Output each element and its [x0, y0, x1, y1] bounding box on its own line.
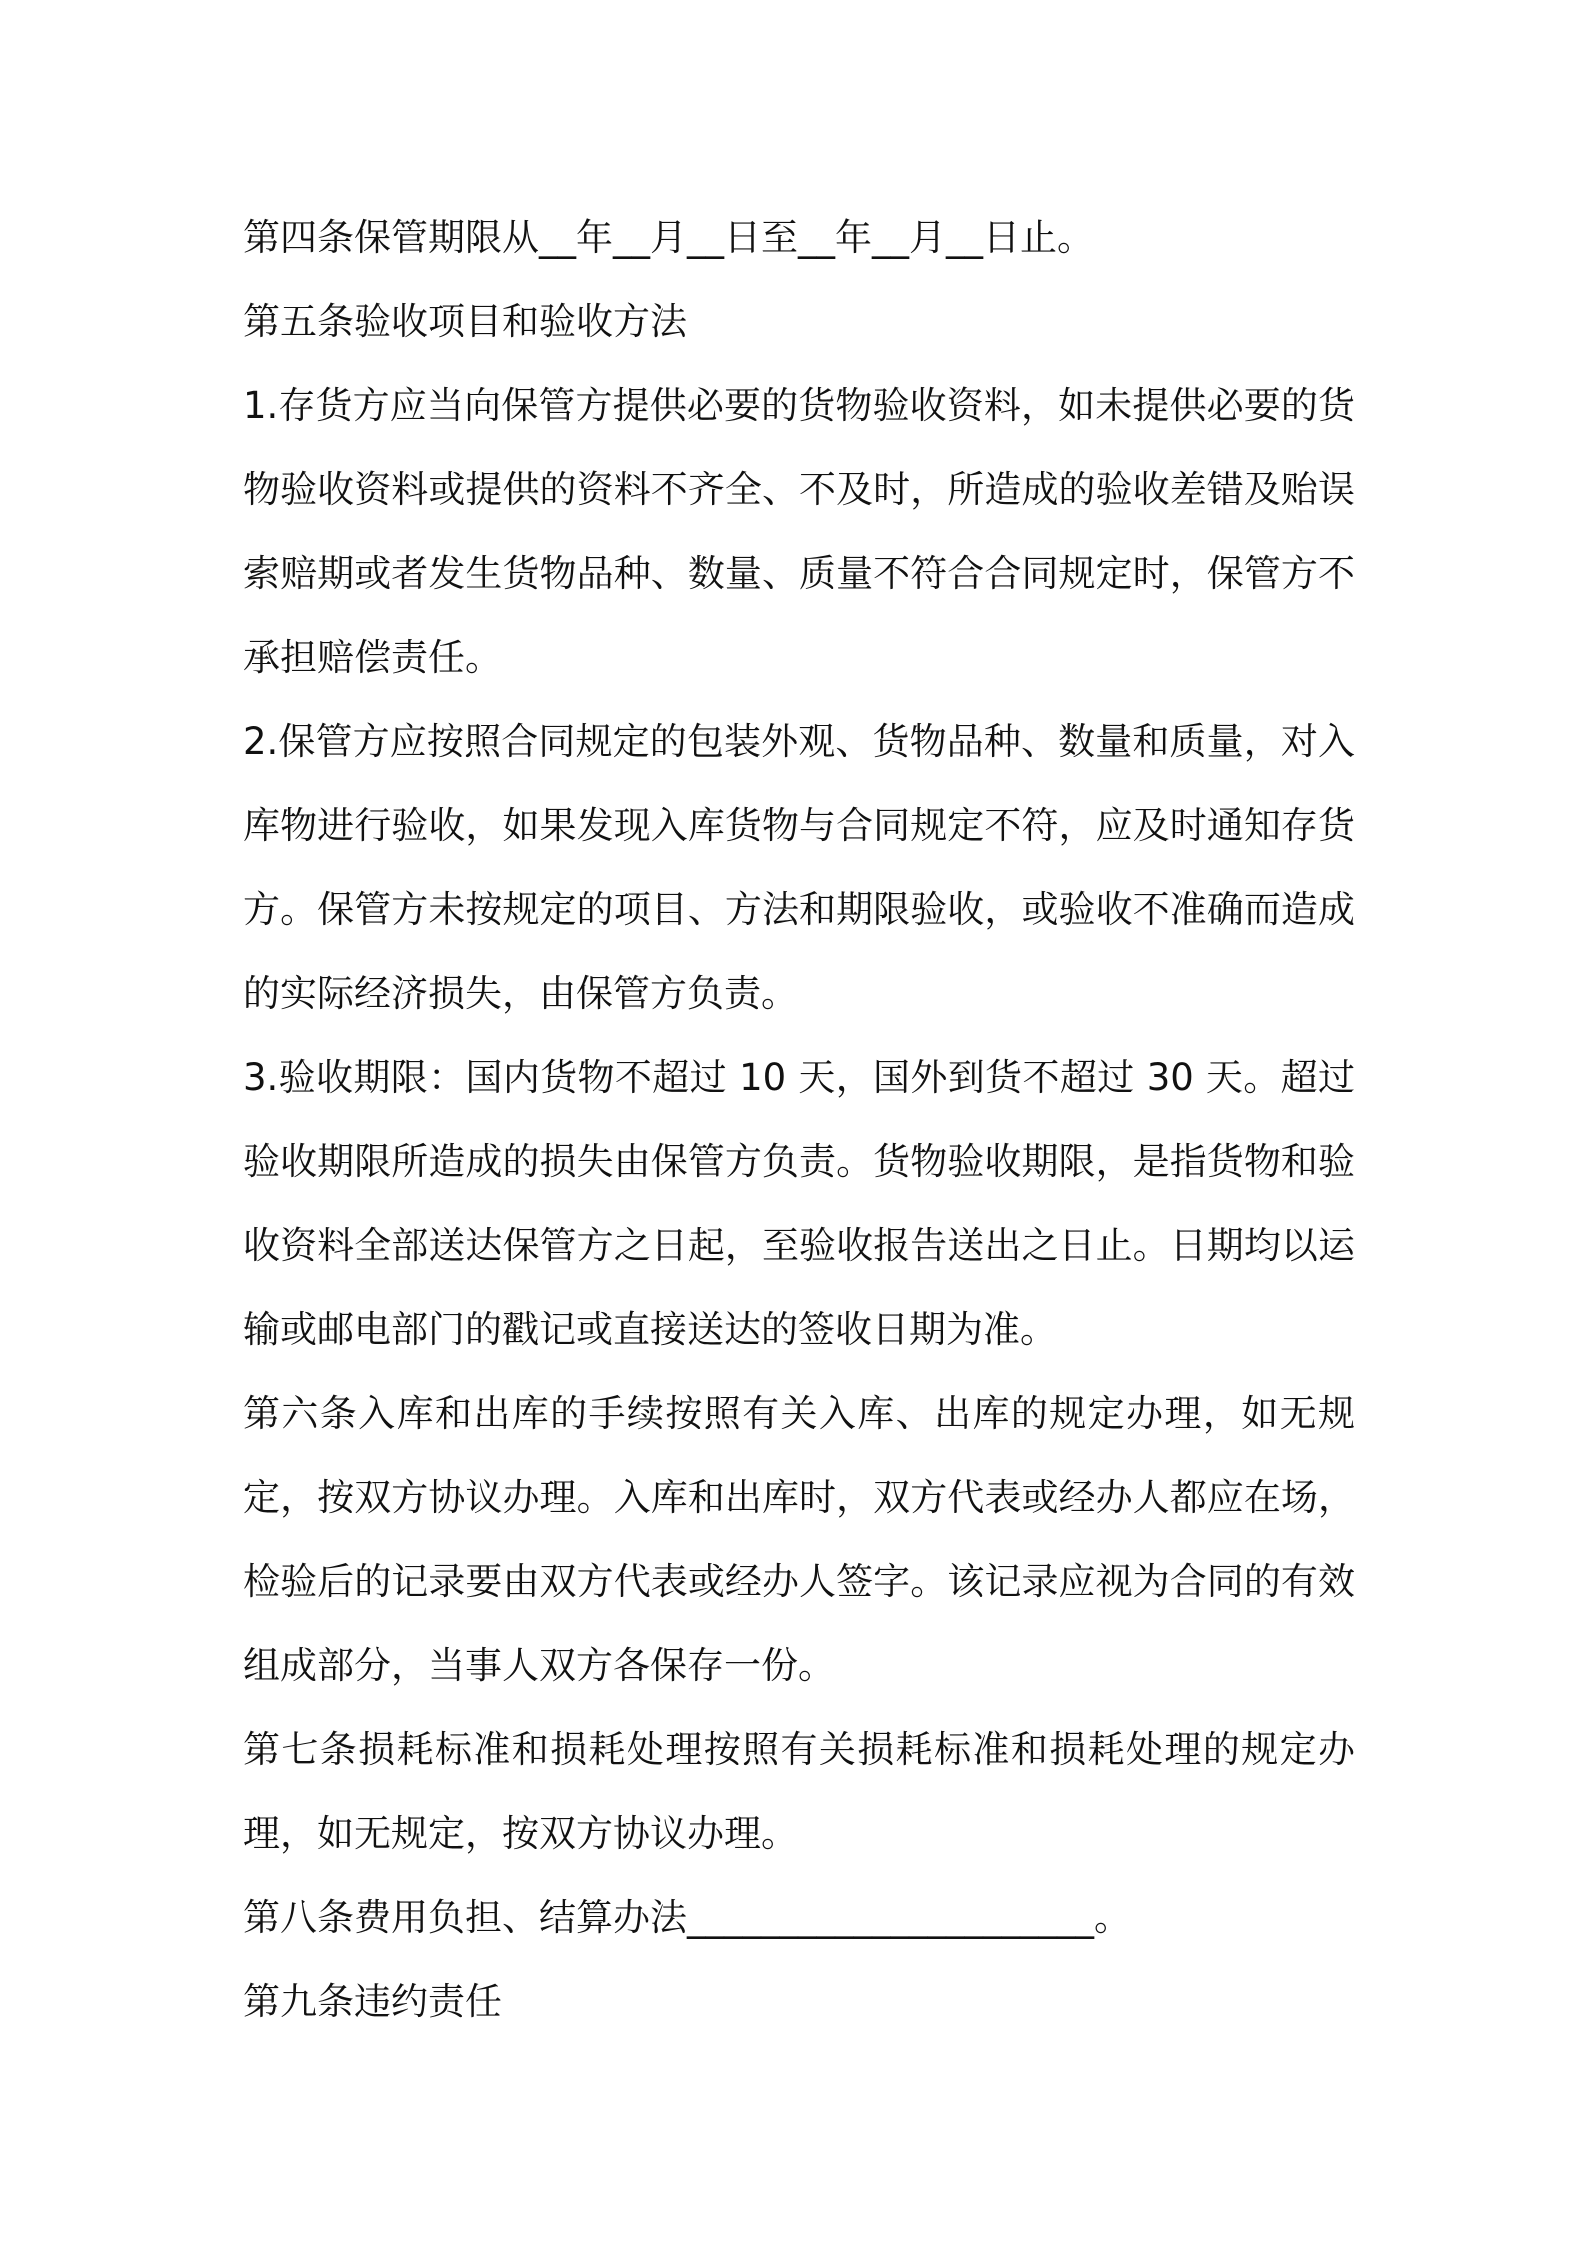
- article-5-heading: 第五条验收项目和验收方法: [243, 300, 687, 343]
- article-8-fees-settlement: 第八条费用负担、结算办法______________________。: [243, 1896, 1131, 1939]
- document-body: [243, 196, 1355, 2044]
- article-9-heading: 第九条违约责任: [243, 1980, 502, 2023]
- article-4-storage-period: 第四条保管期限从__年__月__日至__年__月__日止。: [243, 216, 1094, 259]
- article-5-item-2: 2.保管方应按照合同规定的包装外观、货物品种、数量和质量，对入库物进行验收，如果发现入库货物与合同规定不符，应及时通知存货方。保管方未按规定的项目、方法和期限验收，或验收不准确而造成的实际经济损失，由保管方负责。: [243, 720, 1355, 1015]
- article-5-item-1: 1.存货方应当向保管方提供必要的货物验收资料，如未提供必要的货物验收资料或提供的资料不齐全、不及时，所造成的验收差错及贻误索赔期或者发生货物品种、数量、质量不符合合同规定时，保管方不承担赔偿责任。: [243, 384, 1355, 679]
- article-5-item-3: 3.验收期限：国内货物不超过 10 天，国外到货不超过 30 天。超过验收期限所造成的损失由保管方负责。货物验收期限，是指货物和验收资料全部送达保管方之日起，至验收报告送出之日止。日期均以运输或邮电部门的戳记或直接送达的签收日期为准。: [243, 1056, 1355, 1351]
- article-6-inbound-outbound: 第六条入库和出库的手续按照有关入库、出库的规定办理，如无规定，按双方协议办理。入库和出库时，双方代表或经办人都应在场，检验后的记录要由双方代表或经办人签字。该记录应视为合同的有效组成部分，当事人双方各保存一份。: [243, 1392, 1355, 1687]
- article-7-loss-standard: 第七条损耗标准和损耗处理按照有关损耗标准和损耗处理的规定办理，如无规定，按双方协议办理。: [243, 1728, 1355, 1855]
